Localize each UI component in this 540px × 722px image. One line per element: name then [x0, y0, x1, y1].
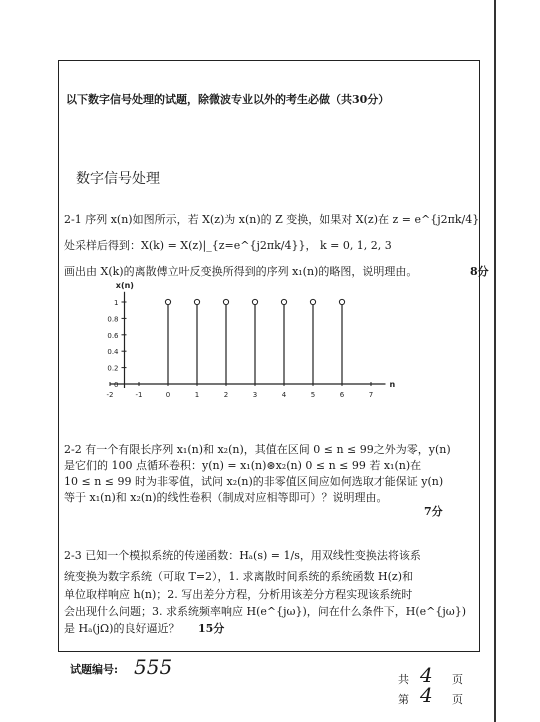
header-notice: 以下数字信号处理的试题，除微波专业以外的考生必做（共30分） [66, 93, 390, 106]
stem-point [281, 299, 286, 304]
x-tick-label: 7 [368, 391, 374, 399]
page-number-unit: 页 [452, 693, 463, 706]
q3-line2: 统变换为数字系统（可取 T=2），1. 求离散时间系统的系统函数 H(z)和 [64, 570, 414, 583]
y-tick-label: 1 [114, 299, 119, 307]
page-number-value: 4 [420, 683, 433, 707]
stem-plot [80, 280, 396, 414]
y-tick-label: 0.8 [107, 315, 119, 324]
x-tick-label: 6 [339, 391, 345, 399]
total-pages-label: 共 [398, 673, 409, 686]
exam-code-value: 555 [134, 655, 173, 679]
q3-line1: 2-3 已知一个模拟系统的传递函数：Hₐ(s) = 1/s，用双线性变换法将该系 [64, 549, 421, 562]
stem-point [310, 299, 315, 304]
stem-point [252, 299, 257, 304]
exam-code-label: 试题编号: [70, 663, 119, 676]
x-tick-label: 1 [194, 391, 200, 399]
y-tick-label: 0.6 [107, 331, 119, 340]
q2-line4: 等于 x₁(n)和 x₂(n)的线性卷积（制成对应相等即可）？说明理由。 [64, 491, 388, 504]
y-tick-label: 0 [114, 381, 119, 389]
q2-line3: 10 ≤ n ≤ 99 时为非零值，试问 x₂(n)的非零值区间应如何选取才能保证 y(n) [64, 475, 444, 488]
stem-point [223, 299, 228, 304]
q2-line2: 是它们的 100 点循环卷积：y(n) = x₁(n)⊛x₂(n) 0 ≤ n ≤ 99 若 x₁(n)在 [64, 459, 422, 472]
q3-line3: 单位取样响应 h(n)；2. 写出差分方程，分析用该差分方程实现该系统时 [64, 588, 413, 601]
stem-point [165, 299, 170, 304]
q1-mark: 8分 [470, 265, 489, 278]
section-title: 数字信号处理 [76, 171, 160, 187]
x-tick-label: -1 [135, 391, 143, 399]
page-number-label: 第 [398, 693, 409, 706]
x-axis-label: n [389, 380, 396, 389]
x-tick-label: -2 [106, 391, 114, 399]
x-tick-label: 4 [281, 391, 287, 399]
x-tick-label: 3 [252, 391, 258, 399]
q3-line4: 会出现什么问题；3. 求系统频率响应 H(e^{jω})，问在什么条件下，H(e^{jω}) [64, 605, 467, 618]
y-tick-label: 0.2 [107, 364, 119, 373]
x-tick-label: 0 [165, 391, 171, 399]
stem-point [339, 299, 344, 304]
total-pages-unit: 页 [452, 673, 463, 686]
page-edge-line [494, 0, 496, 722]
q2-mark: 7分 [424, 505, 443, 518]
q1-line1: 2-1 序列 x(n)如图所示，若 X(z)为 x(n)的 Z 变换，如果对 X(z)在 z = e^{j2πk/4} [64, 213, 480, 226]
y-axis-label: x(n) [115, 280, 134, 290]
q3-mark: 15分 [198, 622, 225, 635]
x-tick-label: 2 [223, 391, 229, 399]
q3-line5: 是 Hₐ(jΩ)的良好逼近？ [64, 622, 180, 635]
q2-line1: 2-2 有一个有限长序列 x₁(n)和 x₂(n)，其值在区间 0 ≤ n ≤ 99之外为零，y(n) [64, 443, 451, 456]
x-tick-label: 5 [310, 391, 316, 399]
stem-point [194, 299, 199, 304]
total-pages-value: 4 [420, 663, 433, 687]
q1-line2: 处采样后得到：X(k) = X(z)|_{z=e^{j2πk/4}}， k = 0, 1, 2, 3 [64, 239, 392, 252]
q1-line3: 画出由 X(k)的离散傅立叶反变换所得到的序列 x₁(n)的略图，说明理由。 [64, 265, 418, 278]
y-tick-label: 0.4 [107, 348, 119, 357]
